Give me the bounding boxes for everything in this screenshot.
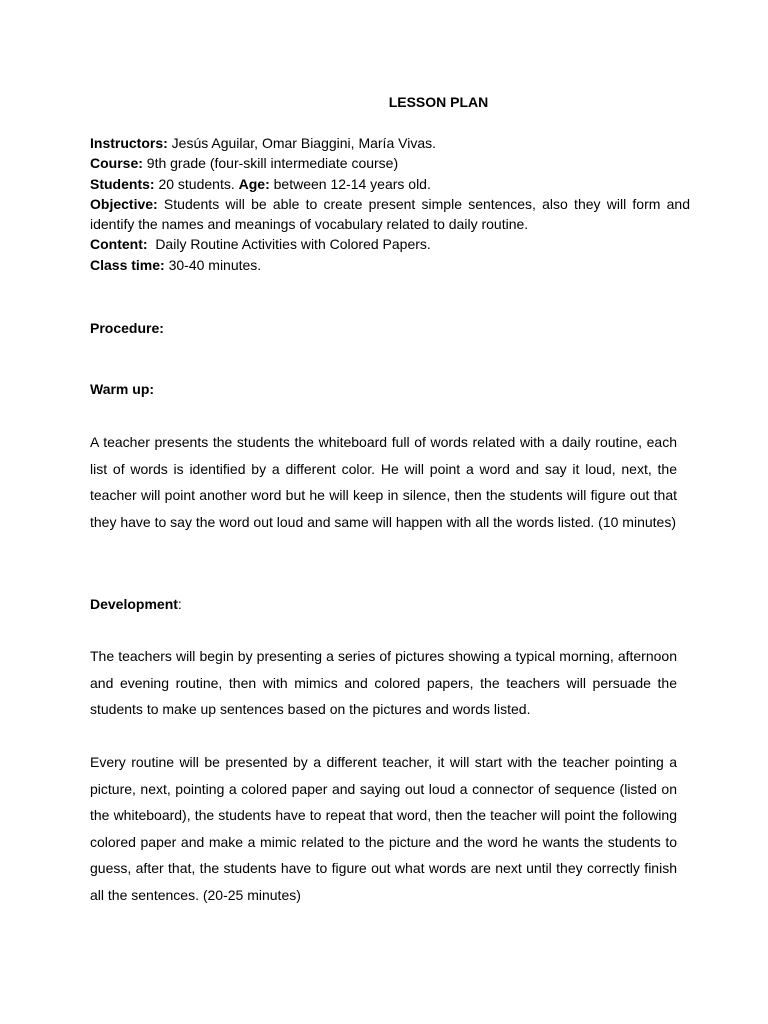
warmup-heading: Warm up: bbox=[90, 381, 155, 397]
age-value: between 12-14 years old. bbox=[269, 175, 431, 192]
instructors-line bbox=[90, 133, 690, 153]
development-paragraph-1: The teachers will begin by presenting a series of pictures showing a typical morning, afternoon and evening routine, then with mimics and colored papers, the teachers will persuade the students to make up sentences based on the pictures and words listed. bbox=[90, 648, 677, 718]
objective-value: Students will be able to create present simple sentences, also they will form and identify the names and meanings of vocabulary related to daily routine. bbox=[90, 195, 690, 233]
content-value: Daily Routine Activities with Colored Papers. bbox=[147, 236, 431, 253]
development-heading: Development bbox=[90, 596, 178, 612]
development-colon: : bbox=[177, 596, 182, 612]
document-title: LESSON PLAN bbox=[388, 94, 489, 110]
objective-label: Objective: bbox=[90, 195, 158, 212]
procedure-heading: Procedure: bbox=[90, 320, 164, 336]
development-paragraph-2: Every routine will be presented by a different teacher, it will start with the teacher pointing a picture, next, pointing a colored paper and saying out loud a connector of sequence (listed on the whiteboard), the students have to repeat that word, then the teacher will point the following colored paper and make a mimic related to the picture and the word he wants the students to guess, after that, the students have to figure out what words are next until they correctly finish all the sentences. (20-25 minutes) bbox=[90, 754, 677, 903]
content-line bbox=[90, 234, 690, 254]
class-time-label: Class time: bbox=[90, 256, 165, 273]
course-line bbox=[90, 153, 690, 173]
course-label: Course: bbox=[90, 155, 143, 172]
age-label: Age: bbox=[238, 175, 270, 192]
objective-line bbox=[90, 194, 690, 235]
instructors-value: Jesús Aguilar, Omar Biaggini, María Vivas. bbox=[167, 135, 436, 151]
warmup-paragraph: A teacher presents the students the whiteboard full of words related with a daily routine, each list of words is identified by a different color. He will point a word and say it loud, next, the teacher will point another word but he will keep in silence, then the students will figure out that they have to say the word out loud and same will happen with all the words listed. (10 minutes) bbox=[90, 434, 677, 530]
class-time-line bbox=[90, 255, 690, 275]
students-value: 20 students. bbox=[154, 175, 239, 192]
course-value: 9th grade (four-skill intermediate course) bbox=[142, 155, 399, 172]
lesson-info-block bbox=[90, 133, 690, 275]
students-label: Students: bbox=[90, 175, 155, 192]
students-line bbox=[90, 174, 690, 194]
content-label: Content: bbox=[90, 236, 148, 253]
development-heading-line bbox=[90, 595, 182, 613]
class-time-value: 30-40 minutes. bbox=[164, 256, 262, 273]
instructors-label: Instructors: bbox=[90, 135, 168, 151]
